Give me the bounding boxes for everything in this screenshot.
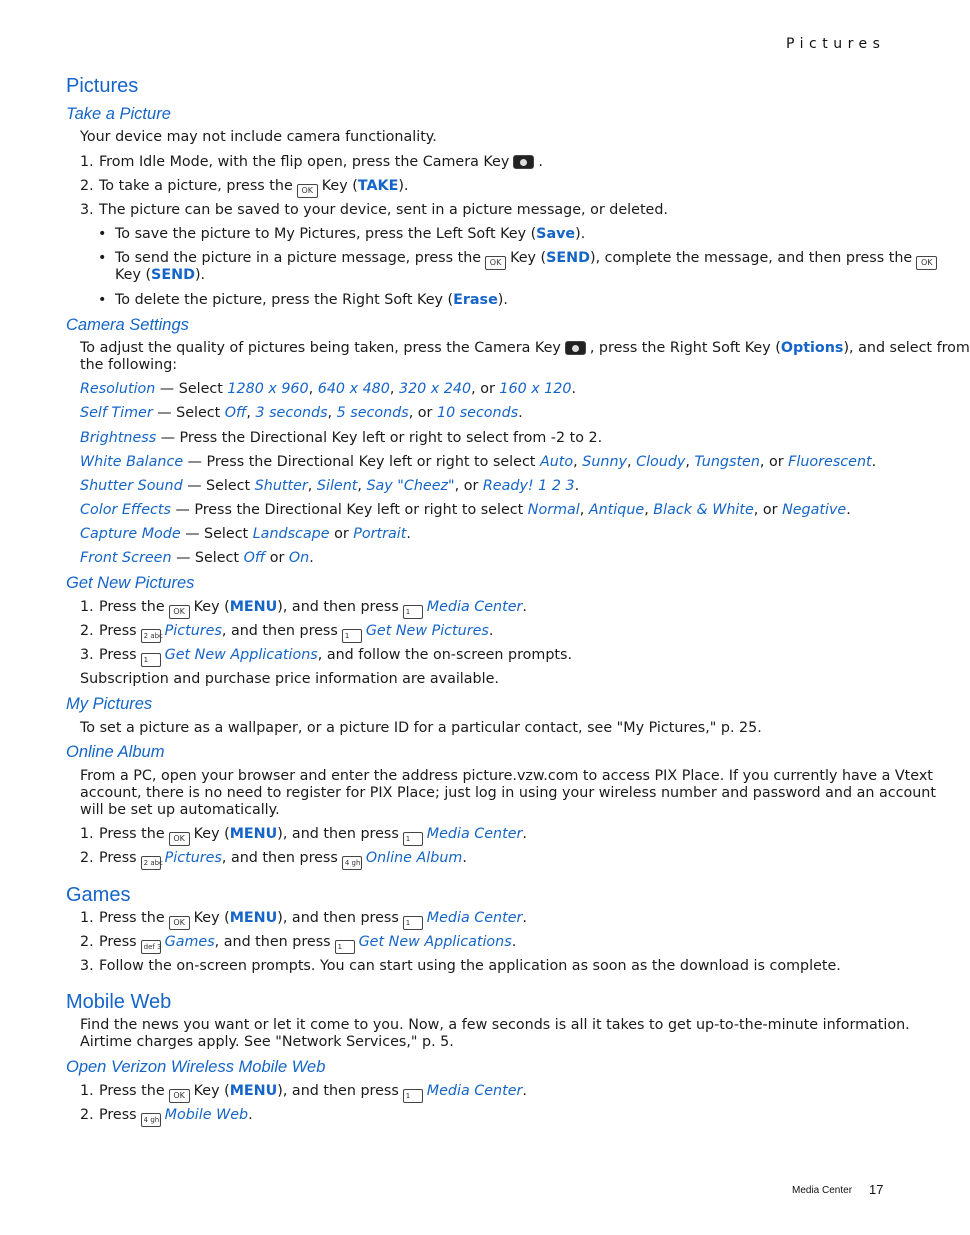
list-item <box>80 202 668 218</box>
setting-option: Say "Cheez" <box>366 478 455 494</box>
setting-option: 10 seconds <box>436 405 519 421</box>
list-number: 2. <box>80 178 94 194</box>
list-item: 1. Press the OK Key (MENU), and then press 1 Media Center. <box>80 826 527 846</box>
setting-text: — Press the Directional Key left or right to select <box>183 454 540 470</box>
key-1-icon: 1 <box>403 605 423 619</box>
ok-key-icon: OK <box>485 256 506 270</box>
key-1-icon: 1 <box>141 653 161 667</box>
setting-option: Antique <box>588 502 645 518</box>
page-number: 17 <box>869 1182 884 1197</box>
paragraph-text: ), and select from <box>843 340 970 356</box>
menu-link: Media Center <box>426 826 523 842</box>
list-number: 3. <box>80 958 94 974</box>
setting-option: 1280 x 960 <box>227 381 309 397</box>
setting-option: Black & White <box>653 502 754 518</box>
setting-option: Tungsten <box>694 454 760 470</box>
subsection-title-camera-settings: Camera Settings <box>66 316 189 334</box>
bullet: • <box>98 292 107 308</box>
step-text: Press <box>99 647 137 663</box>
setting-text: — Select <box>182 478 255 494</box>
softkey-label: TAKE <box>357 178 399 194</box>
setting-option: 160 x 120 <box>499 381 572 397</box>
setting-text: or <box>329 526 354 542</box>
list-number: 2. <box>80 623 94 639</box>
paragraph: Your device may not include camera functionality. <box>80 129 437 145</box>
key-1-icon: 1 <box>335 940 355 954</box>
setting-option: Fluorescent <box>788 454 872 470</box>
menu-link: Pictures <box>164 623 222 639</box>
bullet-continuation <box>115 267 205 283</box>
list-number: 1. <box>80 1083 94 1099</box>
setting-label: Brightness <box>80 430 157 446</box>
step-text: Key ( <box>193 599 230 615</box>
bullet-text: ). <box>194 267 206 283</box>
section-title-mobile-web: Mobile Web <box>66 991 172 1013</box>
step-text: . <box>538 154 543 170</box>
list-item: 1. Press the OK Key (MENU), and then press 1 Media Center. <box>80 910 527 930</box>
running-header: Pictures <box>786 36 886 52</box>
setting-option: 3 seconds <box>255 405 328 421</box>
key-1-icon: 1 <box>403 916 423 930</box>
setting-label: Self Timer <box>80 405 153 421</box>
menu-link: Media Center <box>426 910 523 926</box>
menu-link: Online Album <box>365 850 463 866</box>
paragraph: Subscription and purchase price information are available. <box>80 671 499 687</box>
step-text: ), and then press <box>277 910 399 926</box>
setting-option: Landscape <box>252 526 330 542</box>
section-title-pictures: Pictures <box>66 75 139 97</box>
softkey-label: MENU <box>229 1083 278 1099</box>
softkey-label: Save <box>536 226 576 242</box>
paragraph: will be set up automatically. <box>80 802 280 818</box>
list-item: 1. Press the OK Key (MENU), and then press 1 Media Center. <box>80 1083 527 1103</box>
bullet-item <box>98 292 508 308</box>
setting-option: Off <box>224 405 247 421</box>
softkey-label: MENU <box>229 910 278 926</box>
step-text: From Idle Mode, with the flip open, press the Camera Key <box>99 154 510 170</box>
step-text: , and follow the on-screen prompts. <box>317 647 573 663</box>
bullet: • <box>98 226 107 242</box>
setting-text: , or <box>759 454 789 470</box>
setting-label: White Balance <box>80 454 184 470</box>
key-3-icon: def 3 <box>141 940 161 954</box>
setting-option: Shutter <box>254 478 308 494</box>
setting-text: — Select <box>171 550 244 566</box>
setting-option: Ready! 1 2 3 <box>482 478 575 494</box>
paragraph-continuation: the following: <box>80 357 178 373</box>
list-item <box>80 178 408 198</box>
setting-text: — Press the Directional Key left or right to select from -2 to 2. <box>156 430 603 446</box>
subsection-title-open-mobile-web: Open Verizon Wireless Mobile Web <box>66 1058 326 1076</box>
menu-link: Pictures <box>164 850 222 866</box>
setting-option: Negative <box>782 502 847 518</box>
setting-option: 5 seconds <box>336 405 409 421</box>
setting-brightness <box>80 430 602 446</box>
list-item: 2. Press def 3 Games, and then press 1 Get New Applications. <box>80 934 516 954</box>
step-text: Key ( <box>193 1083 230 1099</box>
bullet-text: ). <box>575 226 586 242</box>
step-text: ). <box>398 178 409 194</box>
step-text: The picture can be saved to your device, sent in a picture message, or deleted. <box>99 202 668 218</box>
ok-key-icon: OK <box>169 832 190 846</box>
setting-option: Auto <box>539 454 574 470</box>
footer-chapter: Media Center <box>792 1185 853 1196</box>
bullet-text: Key ( <box>510 250 547 266</box>
key-1-icon: 1 <box>403 832 423 846</box>
section-title-games: Games <box>66 884 131 906</box>
key-1-icon: 1 <box>403 1089 423 1103</box>
list-item: 1. Press the OK Key (MENU), and then press 1 Media Center. <box>80 599 527 619</box>
setting-self-timer: Self Timer — Select Off, 3 seconds, 5 seconds, or 10 seconds. <box>80 405 523 421</box>
paragraph-text: , press the Right Soft Key ( <box>589 340 781 356</box>
ok-key-icon: OK <box>297 184 318 198</box>
list-number: 3. <box>80 647 94 663</box>
setting-option: 640 x 480 <box>317 381 390 397</box>
bullet-text: ), complete the message, and then press the <box>590 250 913 266</box>
step-text: Press <box>99 623 137 639</box>
step-text: ), and then press <box>277 826 399 842</box>
subsection-title-take-picture: Take a Picture <box>66 105 171 123</box>
subsection-title-online-album: Online Album <box>66 743 165 761</box>
key-4-icon: 4 ghi <box>342 856 362 870</box>
key-1-icon: 1 <box>342 629 362 643</box>
softkey-label: SEND <box>546 250 591 266</box>
step-text: Key ( <box>193 826 230 842</box>
camera-key-icon <box>565 341 586 355</box>
bullet: • <box>98 250 107 266</box>
bullet-item <box>98 226 585 242</box>
setting-shutter-sound: Shutter Sound — Select Shutter, Silent, Say "Cheez", or Ready! 1 2 3. <box>80 478 580 494</box>
list-number: 1. <box>80 599 94 615</box>
menu-link: Get New Pictures <box>365 623 489 639</box>
step-text: To take a picture, press the <box>99 178 293 194</box>
ok-key-icon: OK <box>169 1089 190 1103</box>
setting-option: On <box>288 550 310 566</box>
setting-label: Front Screen <box>80 550 172 566</box>
setting-front-screen: Front Screen — Select Off or On. <box>80 550 314 566</box>
subsection-title-my-pictures: My Pictures <box>66 695 153 713</box>
bullet-text: To send the picture in a picture message, press the <box>115 250 482 266</box>
setting-color-effects: Color Effects — Press the Directional Key left or right to select Normal, Antique, Black & White, or Negative. <box>80 502 851 518</box>
step-text: Key ( <box>193 910 230 926</box>
step-text: Press the <box>99 910 165 926</box>
setting-option: Sunny <box>582 454 627 470</box>
list-item: 2. Press 4 ghi Mobile Web. <box>80 1107 253 1127</box>
key-4-icon: 4 ghi <box>141 1113 161 1127</box>
paragraph: To set a picture as a wallpaper, or a picture ID for a particular contact, see "My Pictures," p. 25. <box>80 720 762 736</box>
menu-link: Games <box>164 934 215 950</box>
setting-capture-mode: Capture Mode — Select Landscape or Portrait. <box>80 526 411 542</box>
softkey-label: MENU <box>229 599 278 615</box>
paragraph: Find the news you want or let it come to you. Now, a few seconds is all it takes to get up-to-the-minute information. <box>80 1017 910 1033</box>
softkey-label: Options <box>780 340 844 356</box>
paragraph: From a PC, open your browser and enter the address picture.vzw.com to access PIX Place. If you currently have a Vtext <box>80 768 933 784</box>
softkey-label: Erase <box>453 292 498 308</box>
setting-label: Capture Mode <box>80 526 181 542</box>
step-text: Press the <box>99 1083 165 1099</box>
softkey-label: MENU <box>229 826 278 842</box>
list-item <box>80 647 572 667</box>
setting-text: , or <box>454 478 483 494</box>
paragraph: account, there is no need to register for PIX Place; just log in using your wireless number and password and an account <box>80 785 936 801</box>
setting-label: Shutter Sound <box>80 478 183 494</box>
list-number: 2. <box>80 850 94 866</box>
list-number: 1. <box>80 154 94 170</box>
setting-option: Normal <box>527 502 580 518</box>
key-2-icon: 2 abc <box>141 629 161 643</box>
ok-key-icon: OK <box>169 605 190 619</box>
list-number: 3. <box>80 202 94 218</box>
setting-text: — Select <box>155 381 228 397</box>
step-text: Follow the on-screen prompts. You can start using the application as soon as the download is complete. <box>99 958 841 974</box>
setting-resolution: Resolution — Select 1280 x 960, 640 x 480, 320 x 240, or 160 x 120. <box>80 381 577 397</box>
step-text: ), and then press <box>277 599 399 615</box>
menu-link: Get New Applications <box>358 934 512 950</box>
bullet-text: To delete the picture, press the Right Soft Key ( <box>115 292 454 308</box>
setting-label: Resolution <box>80 381 156 397</box>
softkey-label: SEND <box>151 267 195 283</box>
list-number: 2. <box>80 1107 94 1123</box>
list-item <box>80 958 841 974</box>
setting-option: Portrait <box>353 526 407 542</box>
paragraph <box>80 340 970 356</box>
bullet-text: ). <box>497 292 508 308</box>
setting-text: , or <box>753 502 783 518</box>
setting-text: , or <box>408 405 437 421</box>
ok-key-icon: OK <box>169 916 190 930</box>
setting-text: — Select <box>180 526 253 542</box>
list-number: 2. <box>80 934 94 950</box>
step-text: ), and then press <box>277 1083 399 1099</box>
setting-label: Color Effects <box>80 502 171 518</box>
menu-link: Media Center <box>426 1083 523 1099</box>
setting-option: Cloudy <box>636 454 686 470</box>
bullet-item <box>98 250 941 270</box>
setting-white-balance: White Balance — Press the Directional Key left or right to select Auto, Sunny, Cloudy, Tungsten, or Fluorescent. <box>80 454 877 470</box>
menu-link: Mobile Web <box>164 1107 249 1123</box>
step-text: , and then press <box>221 623 338 639</box>
step-text: Press the <box>99 826 165 842</box>
setting-text: , or <box>471 381 500 397</box>
bullet-text: To save the picture to My Pictures, press the Left Soft Key ( <box>115 226 537 242</box>
list-item: 2. Press 2 abc Pictures, and then press 1 Get New Pictures. <box>80 623 493 643</box>
setting-option: Silent <box>316 478 358 494</box>
key-2-icon: 2 abc <box>141 856 161 870</box>
subsection-title-get-new-pictures: Get New Pictures <box>66 574 195 592</box>
list-item: 2. Press 2 abc Pictures, and then press 4 ghi Online Album. <box>80 850 467 870</box>
step-text: Press <box>99 934 137 950</box>
step-text: Press <box>99 850 137 866</box>
paragraph-text: To adjust the quality of pictures being taken, press the Camera Key <box>80 340 561 356</box>
list-item <box>80 154 543 170</box>
camera-key-icon <box>513 155 534 169</box>
setting-text: or <box>265 550 289 566</box>
step-text: Press <box>99 1107 137 1123</box>
menu-link: Get New Applications <box>164 647 318 663</box>
step-text: , and then press <box>214 934 331 950</box>
step-text: Key ( <box>321 178 358 194</box>
list-number: 1. <box>80 826 94 842</box>
ok-key-icon: OK <box>916 256 937 270</box>
step-text: Press the <box>99 599 165 615</box>
menu-link: Media Center <box>426 599 523 615</box>
setting-text: — Press the Directional Key left or right to select <box>170 502 528 518</box>
setting-option: 320 x 240 <box>398 381 472 397</box>
step-text: , and then press <box>221 850 338 866</box>
paragraph: Airtime charges apply. See "Network Services," p. 5. <box>80 1034 454 1050</box>
setting-option: Off <box>243 550 266 566</box>
bullet-text: Key ( <box>115 267 152 283</box>
list-number: 1. <box>80 910 94 926</box>
setting-text: — Select <box>152 405 225 421</box>
